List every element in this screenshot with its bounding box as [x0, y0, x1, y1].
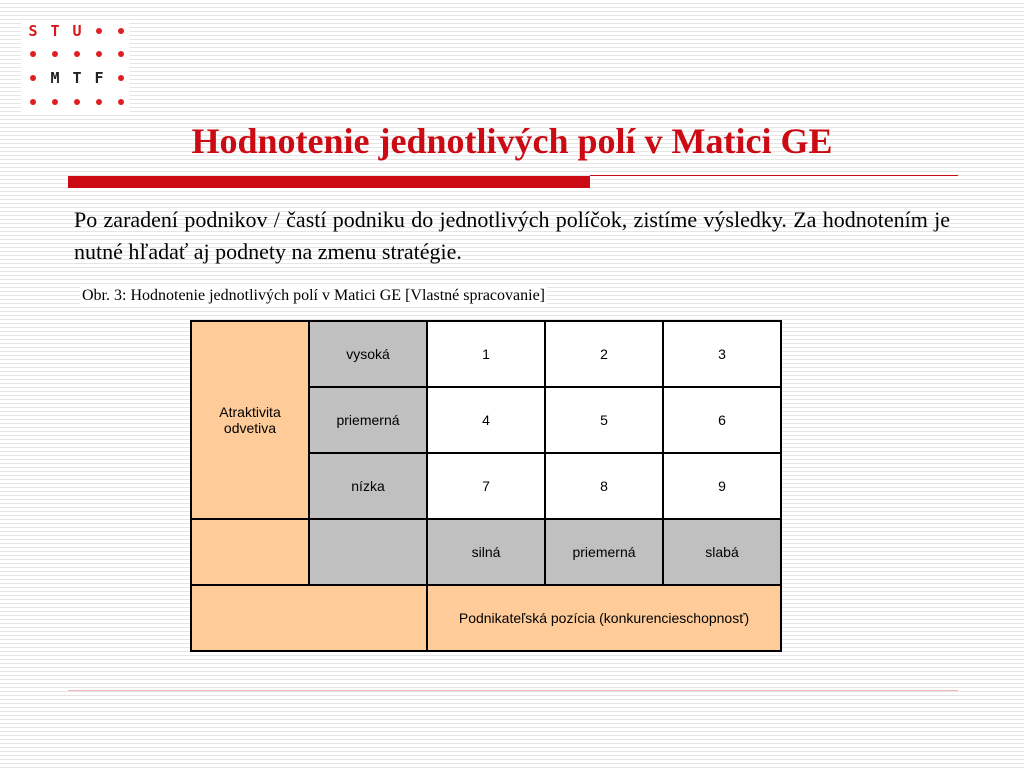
row-label-medium: priemerná	[309, 387, 427, 453]
logo-dot	[109, 91, 133, 113]
logo-dot	[43, 91, 67, 113]
row-axis-label: Atraktivita odvetiva	[191, 321, 309, 519]
logo-dot	[87, 20, 111, 42]
logo-letter: T	[50, 22, 60, 40]
logo-dot	[109, 20, 133, 42]
matrix-cell-1: 1	[427, 321, 545, 387]
logo-letter: F	[94, 69, 104, 87]
logo-letter: T	[72, 69, 82, 87]
logo-letter: U	[72, 22, 82, 40]
matrix-cell-9: 9	[663, 453, 781, 519]
title-underline-line	[590, 175, 958, 176]
empty-corner-cell	[191, 519, 309, 585]
logo-letter: S	[28, 22, 38, 40]
ge-matrix-table	[190, 320, 782, 652]
matrix-cell-6: 6	[663, 387, 781, 453]
empty-grey-cell	[309, 519, 427, 585]
slide-title: Hodnotenie jednotlivých polí v Matici GE	[191, 121, 833, 161]
logo-dot	[109, 67, 133, 89]
col-axis-label: Podnikateľská pozícia (konkurencieschopnosť)	[427, 585, 781, 651]
stu-mtf-logo	[21, 20, 129, 114]
figure-caption: Obr. 3: Hodnotenie jednotlivých polí v Matici GE [Vlastné spracovanie]	[82, 287, 545, 304]
logo-dot	[21, 67, 45, 89]
logo-dot	[87, 91, 111, 113]
logo-dot	[65, 43, 89, 65]
logo-dot	[43, 43, 67, 65]
slide-paragraph: Po zaradení podnikov / častí podniku do jednotlivých políčok, zistíme výsledky. Za hodnotením je nutné hľadať aj podnety na zmenu stratégie.	[74, 207, 950, 264]
row-label-high: vysoká	[309, 321, 427, 387]
footer-divider	[68, 690, 958, 691]
title-underline-bar	[68, 176, 590, 188]
logo-dot	[21, 91, 45, 113]
logo-dot	[109, 43, 133, 65]
matrix-cell-2: 2	[545, 321, 663, 387]
empty-bottom-left-cell	[191, 585, 427, 651]
col-label-strong: silná	[427, 519, 545, 585]
logo-letter: M	[50, 69, 60, 87]
matrix-cell-8: 8	[545, 453, 663, 519]
col-label-weak: slabá	[663, 519, 781, 585]
matrix-cell-5: 5	[545, 387, 663, 453]
logo-dot	[21, 43, 45, 65]
matrix-cell-7: 7	[427, 453, 545, 519]
logo-dot	[65, 91, 89, 113]
matrix-row-high	[191, 321, 781, 387]
matrix-row-col-labels	[191, 519, 781, 585]
row-label-low: nízka	[309, 453, 427, 519]
matrix-cell-3: 3	[663, 321, 781, 387]
matrix-cell-4: 4	[427, 387, 545, 453]
col-label-medium: priemerná	[545, 519, 663, 585]
matrix-row-col-axis	[191, 585, 781, 651]
logo-dot	[87, 43, 111, 65]
